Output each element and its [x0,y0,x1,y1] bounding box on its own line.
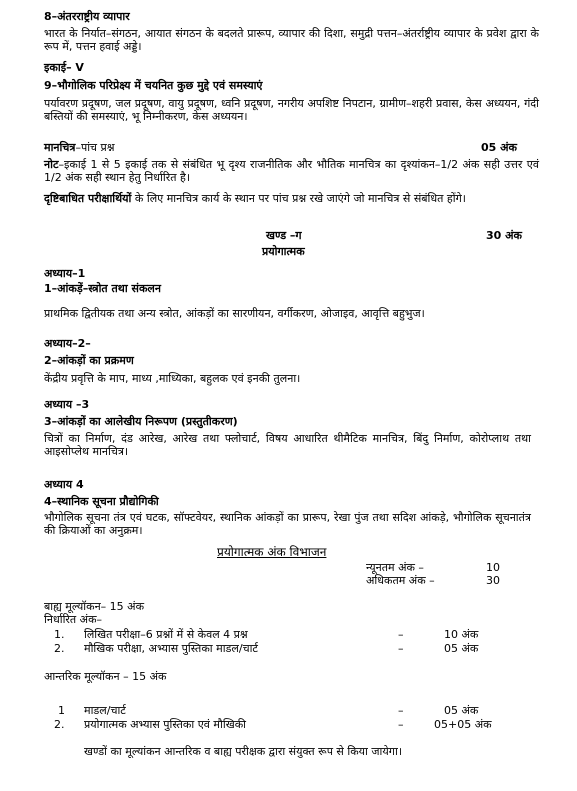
sec9-body: पर्यावरण प्रदूषण, जल प्रदूषण, वायु प्रदूषण, ध्वनि प्रदूषण, नगरीय अपशिष्ट निपटान, ग्रामीण–शहरी प्रवास, केस अध्ययन, गंदी बस्तियों की समस्याएं, भू निम्नीकरण, केस अध्ययन। [44,97,539,123]
ch4-heading: 4–स्थानिक सूचना प्रौद्योगिकी [44,495,159,508]
ch3-body: चित्रों का निर्माण, दंड आरेख, आरेख तथा फ्लोचार्ट, विषय आधारित थीमैटिक मानचित्र, बिंदु निर्माण, कोरोप्लाथ तथा आइसोप्लेथ मानचित्र। [44,432,531,458]
footer-note: खण्डों का मूल्यांकन आन्तरिक व बाह्य परीक्षक द्वारा संयुक्त रूप से किया जायेगा। [84,745,402,758]
section-g-subtitle: प्रयोगात्मक [262,245,305,258]
int2-marks: 05+05 अंक [434,718,492,731]
unit5-heading: इकाई– V [44,61,84,74]
int1-num: 1 [58,704,65,717]
ch1-heading: 1–आंकड़ें–स्त्रोत तथा संकलन [44,282,161,295]
int1-dash: – [398,704,404,717]
map-label-bold: मानचित्र [44,141,76,154]
ext2-marks: 05 अंक [444,642,479,655]
max-value: 30 [486,574,500,587]
ext2-text: मौखिक परीक्षा, अभ्यास पुस्तिका माडल/चार्ट [84,642,258,655]
ext1-marks: 10 अंक [444,628,479,641]
map-note [44,158,539,184]
int1-text: माडल/चार्ट [84,704,126,717]
ext1-num: 1. [54,628,65,641]
map-label [44,141,115,154]
external-subtitle: निर्धारित अंक– [44,613,103,626]
external-title: बाह्य मूल्यॉकन– 15 अंक [44,600,145,613]
int1-marks: 05 अंक [444,704,479,717]
ch3-heading: 3–आंकड़ों का आलेखीय निरूपण (प्रस्तुतीकरण) [44,415,238,428]
note-text: –इकाई 1 से 5 इकाई तक से संबंधित भू दृश्य राजनीतिक और भौतिक मानचित्र का दृश्यांकन–1/2 अंक सही उत्तर एवं 1/2 अंक सही स्थान हेतु निर्धारित है। [44,158,539,184]
sec9-heading: 9–भौगोलिक परिप्रेक्ष्य में चयनित कुछ मुद्दे एवं समस्याएं [44,79,263,92]
section-g-title: खण्ड –ग [266,229,302,242]
int2-num: 2. [54,718,65,731]
min-label: न्यूनतम अंक – [366,561,424,574]
section-g-marks: 30 अंक [486,229,522,242]
ch4-label: अध्याय 4 [44,478,84,491]
ch1-body: प्राथमिक द्वितीयक तथा अन्य स्त्रोत, आंकड़ों का सारणीयन, वर्गीकरण, ओजाइव, आवृत्ति बहुभुज। [44,307,425,320]
ch1-label: अध्याय–1 [44,267,86,280]
ch2-heading: 2–आंकड़ों का प्रक्रमण [44,354,134,367]
vi-text: के लिए मानचित्र कार्य के स्थान पर पांच प्रश्न रखे जाएंगे जो मानचित्र से संबंधित होंगे। [131,192,466,205]
distribution-title: प्रयोगात्मक अंक विभाजन [217,545,327,559]
ext2-dash: – [398,642,404,655]
min-value: 10 [486,561,500,574]
vi-note [44,192,539,205]
max-label: अधिकतम अंक – [366,574,435,587]
ch2-body: केंद्रीय प्रवृत्ति के माप, माध्य ,माध्यिका, बहुलक एवं इनकी तुलना। [44,372,301,385]
ch2-label: अध्याय–2– [44,337,91,350]
ext2-num: 2. [54,642,65,655]
ch4-body: भौगोलिक सूचना तंत्र एवं घटक, सॉफ्टवेयर, स्थानिक आंकड़ों का प्रारूप, रेखा पुंज तथा सदिश आंकड़े, भौगोलिक सूचनातंत्र की क्रियाओं का अनुक्रम। [44,511,531,537]
int2-text: प्रयोगात्मक अभ्यास पुस्तिका एवं मौखिकी [84,718,246,731]
ext1-dash: – [398,628,404,641]
ext1-text: लिखित परीक्षा–6 प्रश्नों में से केवल 4 प्रश्न [84,628,248,641]
map-marks: 05 अंक [481,141,517,154]
sec8-body: भारत के निर्यात–संगठन, आयात संगठन के बदलते प्रारूप, व्यापार की दिशा, समुद्री पत्तन–अंतर्राष्ट्रीय व्यापार के प्रवेश द्वारा के रूप में, पत्तन हवाई अड्डे। [44,27,540,53]
sec8-heading: 8–अंतरराष्ट्रीय व्यापार [44,10,130,23]
map-label-rest: –पांच प्रश्न [75,141,115,154]
ch3-label: अध्याय –3 [44,398,90,411]
vi-label: दृष्टिबाधित परीक्षार्थियों [44,192,132,205]
note-label: नोट [44,158,59,171]
int2-dash: – [398,718,404,731]
internal-title: आन्तरिक मूल्यॉकन – 15 अंक [44,670,167,683]
